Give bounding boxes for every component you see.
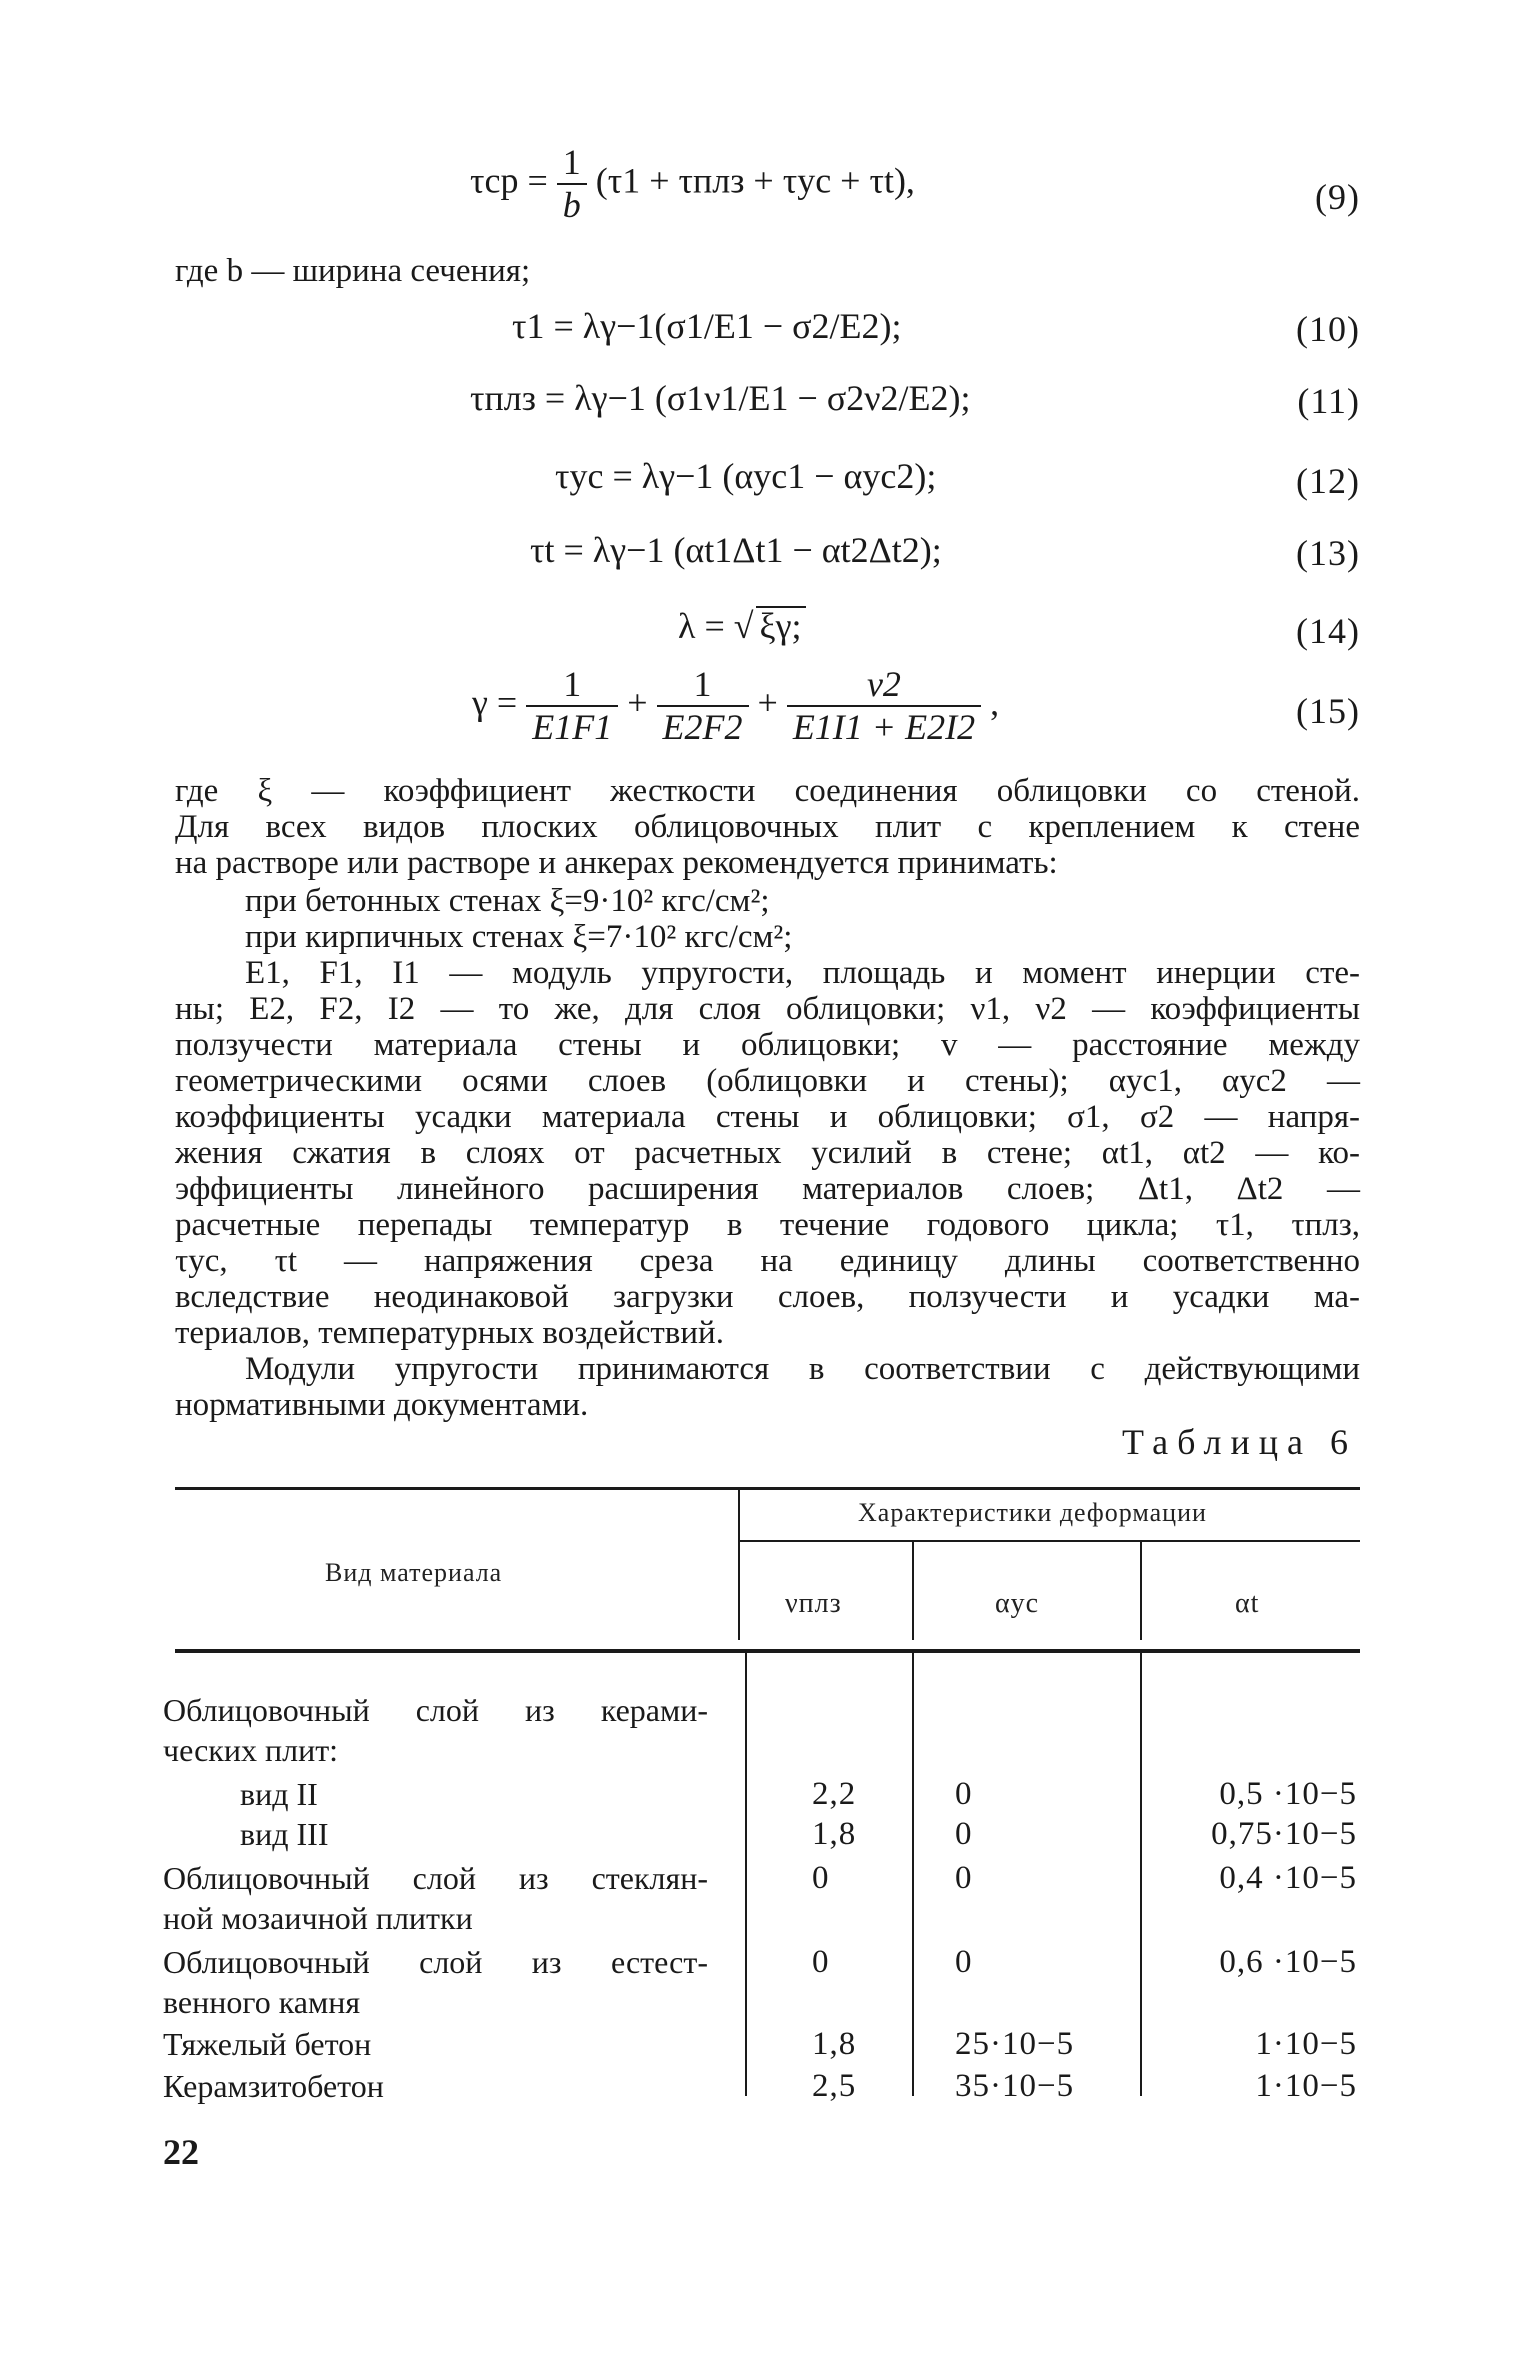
plus-sign: +: [757, 682, 778, 723]
paragraph-1-line-1: где ξ — коэффициент жесткости соединения облицовки со стеной.: [175, 773, 1360, 809]
table-cell-alpha-t: 1·10−5: [1255, 2068, 1357, 2104]
eq9-fraction: [557, 142, 587, 227]
equation-number-15: (15): [1296, 691, 1360, 731]
table-row-name: Керамзитобетон: [163, 2068, 384, 2104]
equation-number-12: (12): [1296, 461, 1360, 501]
table-row-name: Тяжелый бетон: [163, 2026, 372, 2062]
paragraph-2-line-1: E1, F1, I1 — модуль упругости, площадь и момент инерции сте-: [245, 955, 1360, 991]
equation-13: τt = λγ−1 (αt1Δt1 − αt2Δt2);: [530, 530, 942, 570]
table-col-divider-2: [1140, 1542, 1142, 1640]
eq9-rhs: (τ1 + τплз + τус + τt),: [595, 160, 915, 201]
plus-sign: +: [627, 682, 648, 723]
paragraph-2-line-10: вследствие неодинаковой загрузки слоев, ползучести и усадки ма-: [175, 1279, 1360, 1315]
paragraph-1-line-2: Для всех видов плоских облицовочных плит с креплением к стене: [175, 809, 1360, 845]
table-row-name: вид III: [240, 1816, 329, 1852]
paragraph-2-line-8: расчетные перепады температур в течение годового цикла; τ1, τплз,: [175, 1207, 1360, 1243]
table-cell-alpha-t: 0,6 ·10−5: [1219, 1944, 1357, 1980]
eq15-term2-num: 1: [657, 664, 749, 707]
equation-number-10: (10): [1296, 309, 1360, 349]
equation-12: τус = λγ−1 (αус1 − αус2);: [555, 456, 937, 496]
table-cell-nu: 1,8: [812, 2026, 857, 2062]
eq9-denominator: b: [562, 185, 581, 226]
table-body-divider-3: [1140, 1653, 1142, 2096]
paragraph-3-line-2: нормативными документами.: [175, 1387, 589, 1423]
header-group: Характеристики деформации: [858, 1498, 1207, 1527]
equation-9: [470, 142, 915, 227]
equation-number-14: (14): [1296, 611, 1360, 651]
eq15-term3-den: E1I1 + E2I2: [792, 707, 976, 748]
equation-10: τ1 = λγ−1(σ1/E1 − σ2/E2);: [512, 306, 902, 346]
header-alpha-us: αус: [995, 1588, 1040, 1619]
table-cell-alpha-t: 0,5 ·10−5: [1219, 1776, 1357, 1812]
table-top-rule: [175, 1487, 1360, 1490]
table-group-rule: [740, 1540, 1360, 1542]
table-row-name: Облицовочный слой из естест-: [163, 1944, 708, 1980]
table-cell-alpha-t: 0,75·10−5: [1211, 1816, 1357, 1852]
paragraph-2-line-3: ползучести материала стены и облицовки; v — расстояние между: [175, 1027, 1360, 1063]
table-body-divider-1: [745, 1653, 747, 2096]
paragraph-2-line-9: τус, τt — напряжения среза на единицу длины соответственно: [175, 1243, 1360, 1279]
eq15-lhs: γ =: [472, 682, 518, 723]
table-cell-alpha-us: 0: [955, 1816, 973, 1852]
table-row-name-cont: ной мозаичной плитки: [163, 1900, 473, 1936]
brick-walls-value: при кирпичных стенах ξ=7·10² кгс/см²;: [245, 919, 793, 955]
equation-number-11: (11): [1297, 381, 1360, 421]
eq9-numerator: 1: [557, 142, 587, 185]
table-caption: Таблица 6: [1122, 1422, 1357, 1462]
concrete-walls-value: при бетонных стенах ξ=9·10² кгс/см²;: [245, 883, 770, 919]
equation-14: [678, 606, 806, 644]
table-cell-alpha-us: 0: [955, 1944, 973, 1980]
header-alpha-t: αt: [1235, 1588, 1260, 1619]
table-cell-alpha-us: 0: [955, 1776, 973, 1812]
equation-number-9: (9): [1315, 177, 1360, 217]
sqrt-icon: √: [733, 606, 754, 646]
table-col-divider-1: [912, 1542, 914, 1640]
table-cell-alpha-t: 1·10−5: [1255, 2026, 1357, 2062]
table-row-name: Облицовочный слой из стеклян-: [163, 1860, 708, 1896]
paragraph-2-line-7: эффициенты линейного расширения материалов слоев; Δt1, Δt2 —: [175, 1171, 1360, 1207]
table-cell-nu: 2,5: [812, 2068, 857, 2104]
equation-11: τплз = λγ−1 (σ1ν1/E1 − σ2ν2/E2);: [470, 378, 971, 418]
paragraph-2-line-4: геометрическими осями слоев (облицовки и стены); αус1, αус2 —: [175, 1063, 1360, 1099]
table-header-rule: [175, 1649, 1360, 1653]
eq14-lhs: λ =: [678, 606, 725, 646]
paragraph-3-line-1: Модули упругости принимаются в соответствии с действующими: [245, 1351, 1360, 1387]
table-row-name: вид II: [240, 1776, 318, 1812]
paragraph-2-line-2: ны; E2, F2, I2 — то же, для слоя облицовки; ν1, ν2 — коэффициенты: [175, 991, 1360, 1027]
eq15-term2-den: E2F2: [662, 707, 743, 748]
table-cell-nu: 0: [812, 1944, 830, 1980]
equation-number-13: (13): [1296, 533, 1360, 573]
table-header-divider: [738, 1490, 740, 1640]
eq15-term2: [657, 664, 749, 749]
table-row-name-cont: венного камня: [163, 1984, 361, 2020]
page-number: 22: [163, 2132, 199, 2172]
table-cell-alpha-us: 0: [955, 1860, 973, 1896]
eq14-radicand: ξγ;: [756, 606, 806, 644]
eq15-tail: ,: [990, 682, 1000, 723]
paragraph-1-line-3: на растворе или растворе и анкерах рекомендуется принимать:: [175, 845, 1058, 881]
eq15-term1: [526, 664, 618, 749]
table-cell-nu: 0: [812, 1860, 830, 1896]
eq15-term1-den: E1F1: [532, 707, 613, 748]
table-cell-alpha-us: 25·10−5: [955, 2026, 1075, 2062]
header-material: Вид материала: [325, 1558, 503, 1587]
header-nu: νплз: [785, 1588, 842, 1619]
where-b-text: где b — ширина сечения;: [175, 253, 531, 289]
table-row-name-cont: ческих плит:: [163, 1732, 339, 1768]
paragraph-2-line-6: жения сжатия в слоях от расчетных усилий в стене; αt1, αt2 — ко-: [175, 1135, 1360, 1171]
eq9-lhs: τср =: [470, 160, 548, 201]
paragraph-2-line-11: териалов, температурных воздействий.: [175, 1315, 724, 1351]
eq15-term3: [787, 664, 981, 749]
table-body-divider-2: [912, 1653, 914, 2096]
table-row-name: Облицовочный слой из керами-: [163, 1692, 708, 1728]
equation-15: [472, 664, 999, 749]
table-cell-nu: 2,2: [812, 1776, 857, 1812]
paragraph-2-line-5: коэффициенты усадки материала стены и облицовки; σ1, σ2 — напря-: [175, 1099, 1360, 1135]
eq15-term3-num: v2: [787, 664, 981, 707]
table-cell-nu: 1,8: [812, 1816, 857, 1852]
eq15-term1-num: 1: [526, 664, 618, 707]
table-cell-alpha-us: 35·10−5: [955, 2068, 1075, 2104]
table-cell-alpha-t: 0,4 ·10−5: [1219, 1860, 1357, 1896]
